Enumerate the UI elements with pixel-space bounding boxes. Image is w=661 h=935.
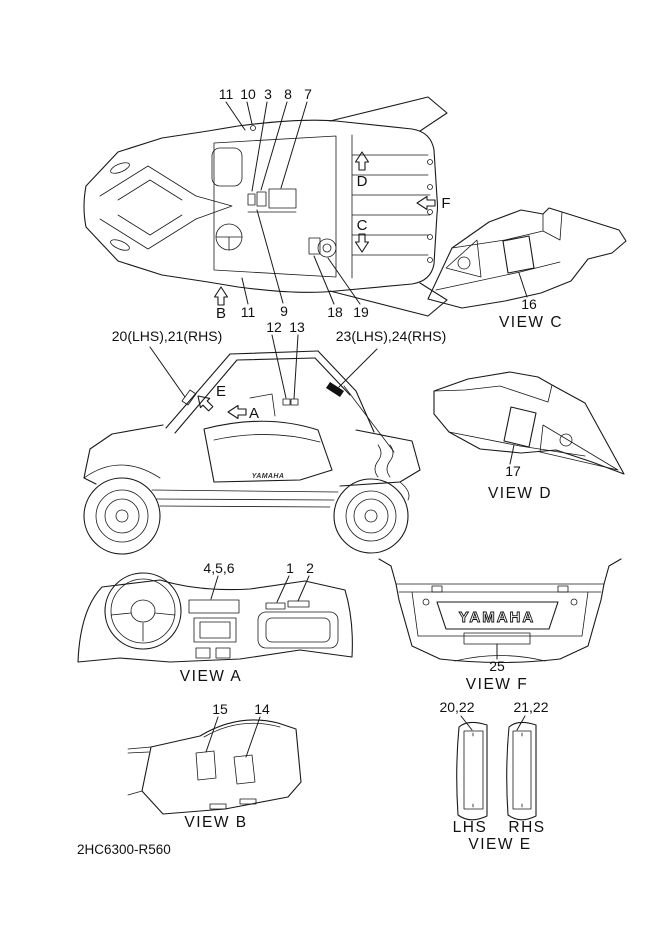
direction-arrow-b-icon: [215, 287, 228, 305]
seat: [212, 148, 242, 186]
callout-13: 13: [289, 319, 305, 335]
direction-arrow-c-icon: [356, 234, 369, 252]
direction-arrow-e-icon: [193, 391, 215, 413]
decal-10-location: [251, 126, 256, 131]
direction-arrow-a-icon: [228, 406, 246, 419]
decal-8-location: [257, 192, 266, 206]
direction-label-f: F: [441, 195, 451, 212]
decal-19-location: [318, 239, 336, 257]
callout-4-5-6: 4,5,6: [203, 560, 235, 576]
headlight-left: [109, 161, 131, 176]
callout-21-22: 21,22: [513, 699, 549, 715]
callout-19: 19: [353, 304, 369, 320]
rear-wheel: [334, 479, 408, 553]
callout-11-top: 11: [218, 86, 234, 102]
rear-flare-top: [330, 97, 447, 131]
decal-3-location: [248, 194, 255, 205]
front-wheel: [84, 478, 160, 554]
callout-8: 8: [284, 86, 292, 102]
direction-arrow-f-icon: [417, 197, 435, 210]
direction-label-a: A: [248, 405, 260, 422]
lhs-label: LHS: [452, 819, 488, 836]
rhs-tube: [507, 722, 536, 819]
decal-7-location: [269, 189, 296, 208]
decal-20-21-location: [182, 390, 196, 405]
decal-15-location: [196, 751, 216, 780]
callout-14: 14: [254, 701, 270, 717]
view-d-title: VIEW D: [487, 485, 553, 502]
callout-2: 2: [306, 560, 314, 576]
view-c-title: VIEW C: [498, 314, 564, 331]
decal-25-location: [464, 633, 530, 644]
decal-14-location: [234, 755, 255, 784]
callout-20-22: 20,22: [439, 699, 475, 715]
callout-7: 7: [304, 86, 312, 102]
view-c-drawing: [428, 208, 626, 331]
decal-1-location: [266, 603, 285, 609]
decal-12-location: [283, 399, 290, 405]
door-logo: YAMAHA: [251, 473, 285, 480]
drawing-number: 2HC6300-R560: [77, 842, 171, 857]
callout-18: 18: [327, 304, 343, 320]
side-view-drawing: [84, 319, 446, 554]
callout-25: 25: [489, 658, 505, 674]
view-a-drawing: [78, 560, 352, 685]
callout-15: 15: [212, 701, 228, 717]
rear-logo: YAMAHA: [458, 609, 536, 626]
decal-16-location: [503, 236, 534, 273]
rhs-label: RHS: [508, 819, 546, 836]
decal-21-22-location: [513, 731, 531, 809]
direction-label-e: E: [215, 383, 227, 400]
view-e-drawing: [439, 699, 548, 853]
decal-20-22-location: [464, 731, 483, 809]
view-a-title: VIEW A: [179, 668, 243, 685]
callout-1: 1: [286, 560, 294, 576]
direction-label-d: D: [356, 173, 368, 190]
callout-3: 3: [264, 86, 272, 102]
callout-12: 12: [266, 319, 282, 335]
callout-9: 9: [280, 303, 288, 319]
view-e-title: VIEW E: [468, 836, 532, 853]
top-view-drawing: [84, 86, 451, 322]
callout-10: 10: [240, 86, 256, 102]
callout-23-24: 23(LHS),24(RHS): [335, 328, 447, 344]
decal-17-location: [504, 407, 536, 447]
lhs-tube: [457, 722, 487, 819]
direction-label-c: C: [356, 217, 368, 234]
direction-label-b: B: [215, 305, 227, 322]
callout-16: 16: [521, 296, 537, 312]
callout-11-bottom: 11: [240, 304, 256, 320]
view-b-title: VIEW B: [184, 814, 248, 831]
callout-17: 17: [505, 463, 521, 479]
decal-13-location: [291, 399, 298, 405]
headlight-right: [109, 238, 131, 253]
callout-20-21: 20(LHS),21(RHS): [111, 328, 223, 344]
view-f-drawing: [379, 559, 621, 693]
decal-2-location: [288, 601, 309, 607]
view-d-drawing: [434, 372, 624, 502]
view-f-title: VIEW F: [465, 676, 529, 693]
view-b-drawing: [128, 701, 301, 831]
decal-4-5-6-location: [189, 600, 239, 613]
